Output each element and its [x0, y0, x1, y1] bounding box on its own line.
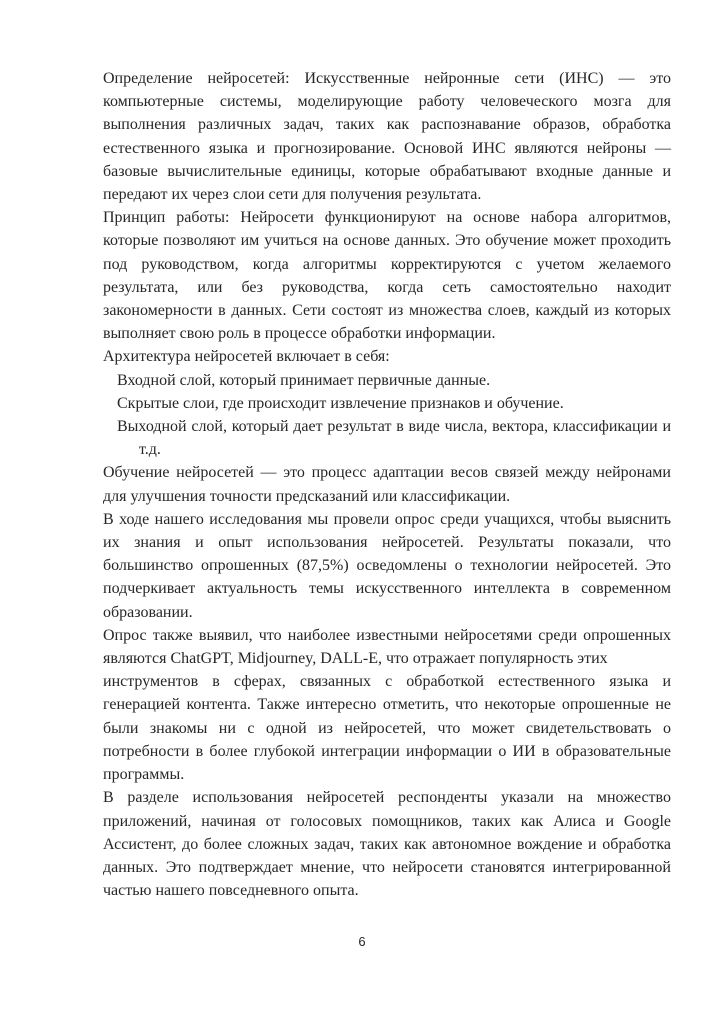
list-item-hidden-layers: Скрытые слои, где происходит извлечение признаков и обучение. — [117, 394, 564, 412]
paragraph-tools: инструментов в сферах, связанных с обработкой естественного языка и генерацией контента. Также интересно отметить, что некоторые опрошенные не были знакомы ни с одной из нейросетей, что может свидетельствовать о потребности в более глубокой интеграции информации о ИИ в образовательные программы. — [103, 673, 671, 784]
body-text — [103, 67, 671, 902]
paragraph-survey: В ходе нашего исследования мы провели опрос среди учащихся, чтобы выяснить их знания и опыт использования нейросетей. Результаты показали, что большинство опрошенных (87,5%) осведомлены о технологии нейросетей. Это подчеркивает актуальность темы искусственного интеллекта в современном образовании. — [103, 510, 671, 621]
list-item-output-layer: Выходной слой, который дает результат в виде числа, вектора, классификации и т.д. — [117, 418, 671, 459]
page-number: 6 — [358, 934, 366, 949]
paragraph-principle: Принцип работы: Нейросети функционируют на основе набора алгоритмов, которые позволяют им учиться на основе данных. Это обучение может проходить под руководством, когда алгоритмы корректируются с учетом желаемого результата, или без руководства, когда сеть самостоятельно находит закономерности в данных. Сети состоят из множества слоев, каждый из которых выполняет свою роль в процессе обработки информации. — [103, 209, 671, 343]
list-item-input-layer: Входной слой, который принимает первичные данные. — [117, 371, 491, 389]
paragraph-architecture-intro: Архитектура нейросетей включает в себя: — [103, 348, 390, 366]
paragraph-definition: Определение нейросетей: Искусственные нейронные сети (ИНС) — это компьютерные системы, моделирующие работу человеческого мозга для выполнения различных задач, таких как распознавание образов, обработка естественного языка и прогнозирование. Основой ИНС являются нейроны — базовые вычислительные единицы, которые обрабатывают входные данные и передают их через слои сети для получения результата. — [103, 70, 671, 204]
paragraph-usage: В разделе использования нейросетей респонденты указали на множество приложений, начиная от голосовых помощников, таких как Алиса и Google Ассистент, до более сложных задач, таких как автономное вождение и обработка данных. Это подтверждает мнение, что нейросети становятся интегрированной частью нашего повседневного опыта. — [103, 789, 671, 900]
paragraph-training: Обучение нейросетей — это процесс адаптации весов связей между нейронами для улучшения точности предсказаний или классификации. — [103, 464, 671, 505]
paragraph-known-networks: Опрос также выявил, что наиболее известными нейросетями среди опрошенных являются ChatGPT, Midjourney, DALL-E, что отражает популярность этих — [103, 626, 671, 668]
